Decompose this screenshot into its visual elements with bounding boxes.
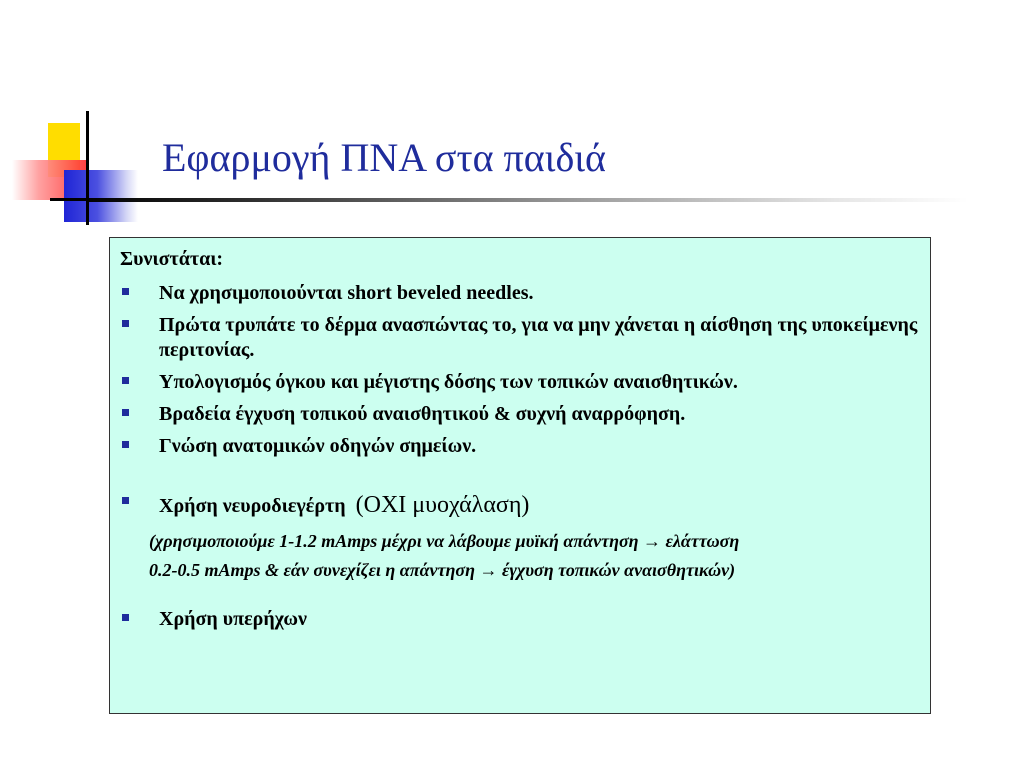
bullet-item bbox=[120, 313, 920, 363]
nerve-stim-note-line-2: 0.2-0.5 mAmps & εάν συνεχίζει η απάντηση → έγχυση τοπικών αναισθητικών) bbox=[149, 560, 736, 580]
nerve-stim-label: Χρήση νευροδιεγέρτη bbox=[159, 495, 346, 517]
logo-blue-square bbox=[64, 170, 138, 222]
nerve-stim-note bbox=[149, 527, 920, 585]
bullet-square-icon bbox=[122, 377, 129, 384]
bullet-item-ultrasound bbox=[120, 607, 920, 632]
bullet-text: Γνώση ανατομικών οδηγών σημείων. bbox=[159, 435, 477, 457]
spacer bbox=[120, 466, 920, 490]
content-box bbox=[109, 237, 931, 714]
bullet-item bbox=[120, 434, 920, 459]
bullet-square-icon bbox=[122, 441, 129, 448]
content-heading: Συνιστάται: bbox=[120, 248, 224, 270]
nerve-stim-note-line-1: (χρησιμοποιούμε 1-1.2 mAmps μέχρι να λάβουμε μυϊκή απάντηση → ελάττωση bbox=[149, 531, 740, 551]
slide-title: Εφαρμογή ΠΝΑ στα παιδιά bbox=[162, 135, 607, 180]
bullet-item bbox=[120, 370, 920, 395]
spacer bbox=[120, 585, 920, 607]
bullet-list-ultrasound bbox=[120, 607, 920, 632]
bullet-square-icon bbox=[122, 288, 129, 295]
bullet-square-icon bbox=[122, 497, 129, 504]
bullet-square-icon bbox=[122, 409, 129, 416]
bullet-item-nerve-stim bbox=[120, 490, 920, 520]
bullet-square-icon bbox=[122, 614, 129, 621]
bullet-item bbox=[120, 281, 920, 306]
bullet-text: Πρώτα τρυπάτε το δέρμα ανασπώντας το, για να μην χάνεται η αίσθηση της υποκείμενης περιτονίας. bbox=[159, 314, 918, 361]
bullet-text: Βραδεία έγχυση τοπικού αναισθητικού & συχνή αναρρόφηση. bbox=[159, 403, 686, 425]
nerve-stim-aside: (ΟΧΙ μυοχάλαση) bbox=[355, 492, 530, 518]
content-text bbox=[120, 247, 920, 639]
bullet-text: Υπολογισμός όγκου και μέγιστης δόσης των τοπικών αναισθητικών. bbox=[159, 371, 738, 393]
logo-vertical-line bbox=[86, 111, 89, 225]
bullet-list bbox=[120, 281, 920, 459]
bullet-item bbox=[120, 402, 920, 427]
bullet-square-icon bbox=[122, 320, 129, 327]
title-underline bbox=[88, 198, 968, 202]
ultrasound-text: Χρήση υπερήχων bbox=[159, 608, 307, 630]
bullet-text: Να χρησιμοποιούνται short beveled needles. bbox=[159, 282, 534, 304]
bullet-list-nerve-stim bbox=[120, 490, 920, 520]
